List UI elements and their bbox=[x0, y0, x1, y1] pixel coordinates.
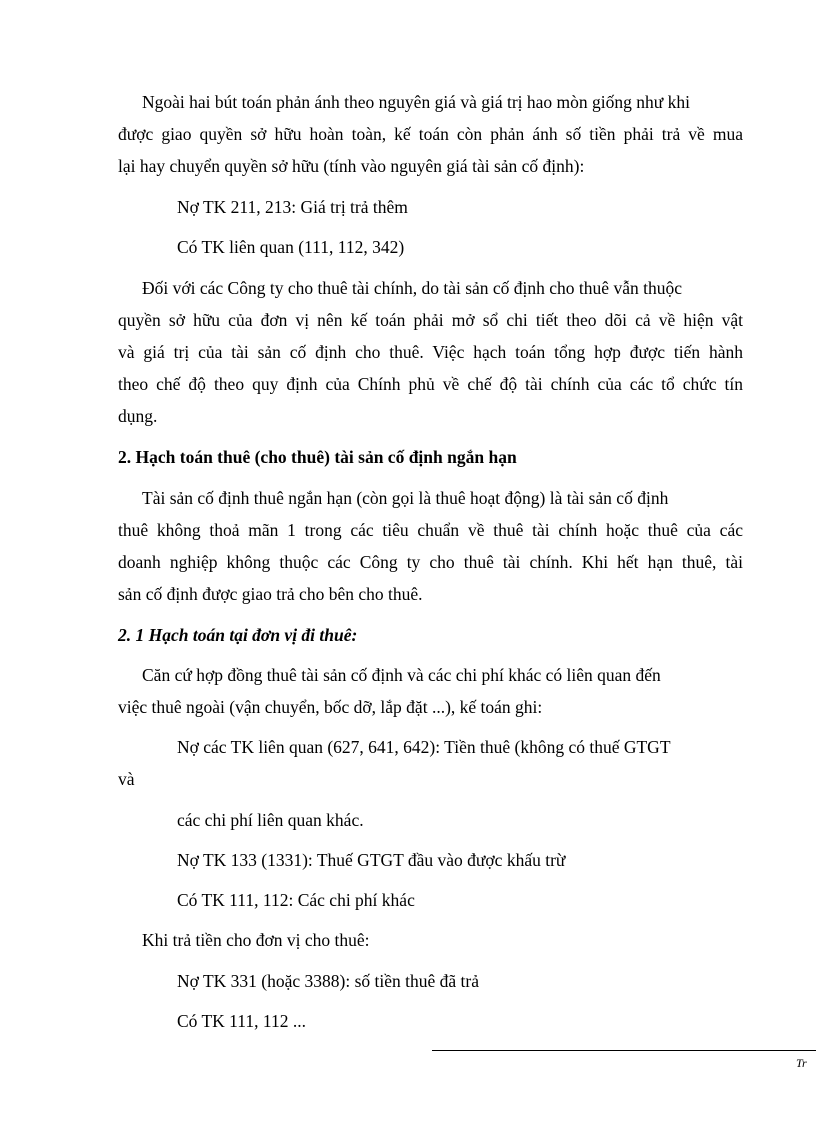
paragraph-1-line-3: lại hay chuyển quyền sở hữu (tính vào nguyên giá tài sản cố định): bbox=[118, 156, 585, 176]
footer-page-label: Tr bbox=[796, 1056, 807, 1070]
entry-other-costs: các chi phí liên quan khác. bbox=[177, 810, 364, 830]
paragraph-2-line-3: và giá trị của tài sản cố định cho thuê. Việc hạch toán tổng hợp được tiến hành bbox=[118, 342, 743, 362]
paragraph-2-line-4: theo chế độ theo quy định của Chính phủ về chế độ tài chính của các tổ chức tín bbox=[118, 374, 743, 394]
footer-rule bbox=[432, 1050, 816, 1051]
paragraph-2-line-1: Đối với các Công ty cho thuê tài chính, do tài sản cố định cho thuê vẫn thuộc bbox=[142, 278, 682, 298]
paragraph-3-line-4: sản cố định được giao trả cho bên cho thuê. bbox=[118, 584, 423, 604]
entry-credit-111-112-final: Có TK 111, 112 ... bbox=[177, 1011, 306, 1031]
entry-debit-related-accounts: Nợ các TK liên quan (627, 641, 642): Tiền thuê (không có thuế GTGT bbox=[177, 737, 671, 757]
paragraph-4-line-1: Căn cứ hợp đồng thuê tài sản cố định và các chi phí khác có liên quan đến bbox=[142, 665, 661, 685]
paragraph-1-line-1: Ngoài hai bút toán phản ánh theo nguyên giá và giá trị hao mòn giống như khi bbox=[142, 92, 690, 112]
paragraph-3-line-2: thuê không thoả mãn 1 trong các tiêu chuẩn về thuê tài chính hoặc thuê của các bbox=[118, 520, 743, 540]
paragraph-4-line-2: việc thuê ngoài (vận chuyển, bốc dỡ, lắp đặt ...), kế toán ghi: bbox=[118, 697, 543, 717]
paragraph-3-line-3: doanh nghiệp không thuộc các Công ty cho thuê tài chính. Khi hết hạn thuê, tài bbox=[118, 552, 743, 572]
entry-debit-133: Nợ TK 133 (1331): Thuế GTGT đầu vào được khấu trừ bbox=[177, 850, 566, 870]
entry-debit-related-accounts-wrap: và bbox=[118, 769, 135, 789]
paragraph-2-line-2: quyền sở hữu của đơn vị nên kế toán phải mở sổ chi tiết theo dõi cả về hiện vật bbox=[118, 310, 743, 330]
section-heading-2: 2. Hạch toán thuê (cho thuê) tài sản cố định ngắn hạn bbox=[118, 447, 517, 467]
paragraph-2-line-5: dụng. bbox=[118, 406, 158, 426]
paragraph-5: Khi trả tiền cho đơn vị cho thuê: bbox=[142, 930, 370, 950]
entry-credit-related: Có TK liên quan (111, 112, 342) bbox=[177, 237, 405, 257]
paragraph-1-line-2: được giao quyền sở hữu hoàn toàn, kế toán còn phản ánh số tiền phải trả về mua bbox=[118, 124, 743, 144]
entry-debit-331: Nợ TK 331 (hoặc 3388): số tiền thuê đã trả bbox=[177, 971, 479, 991]
entry-debit-211: Nợ TK 211, 213: Giá trị trả thêm bbox=[177, 197, 408, 217]
section-heading-2-1: 2. 1 Hạch toán tại đơn vị đi thuê: bbox=[118, 625, 358, 645]
paragraph-3-line-1: Tài sản cố định thuê ngắn hạn (còn gọi là thuê hoạt động) là tài sản cố định bbox=[142, 488, 669, 508]
entry-credit-111-112: Có TK 111, 112: Các chi phí khác bbox=[177, 890, 415, 910]
